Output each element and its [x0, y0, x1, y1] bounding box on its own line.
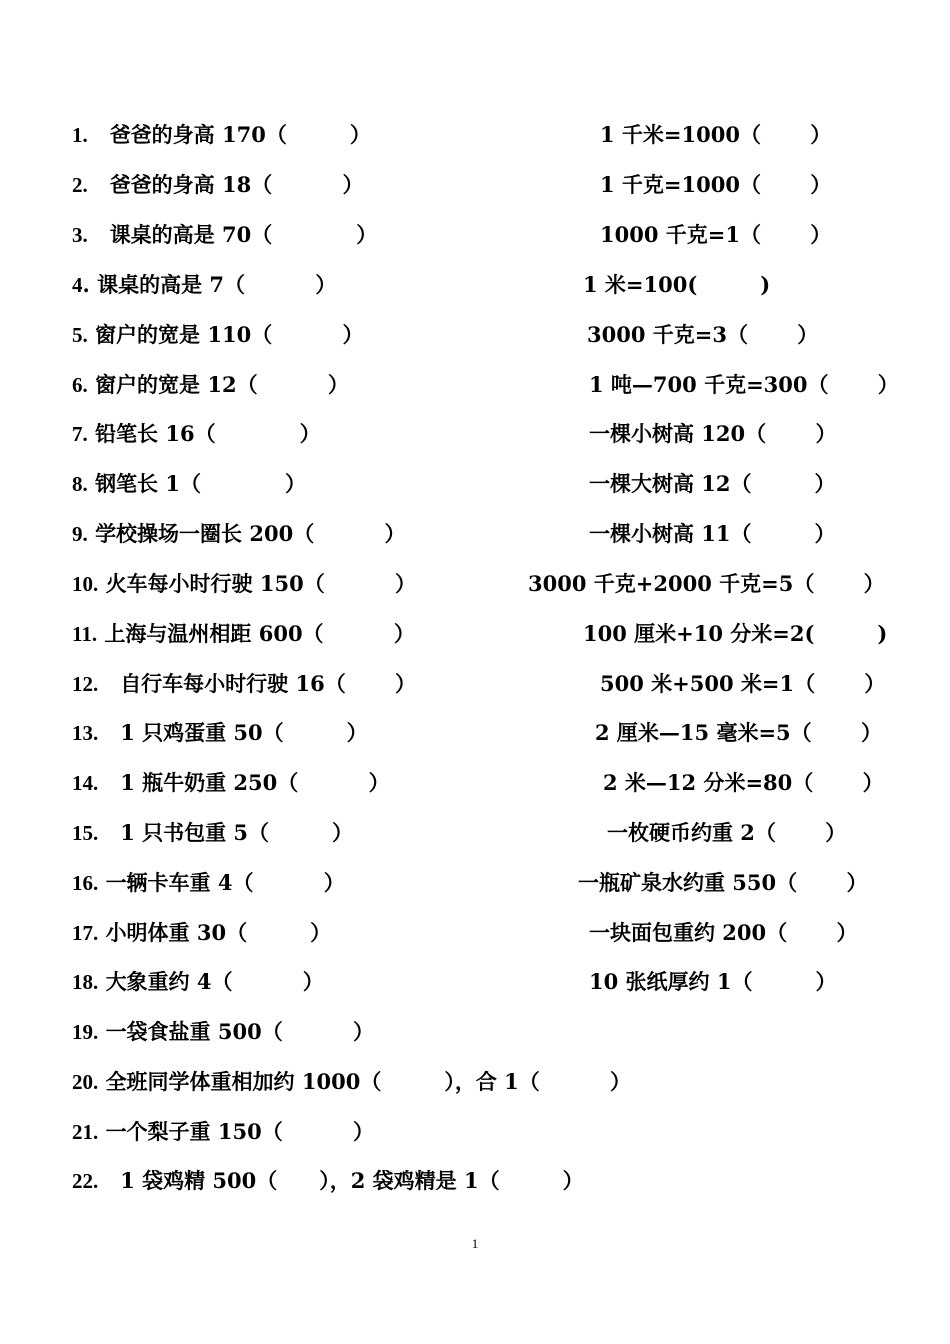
- question-13: 13. 1 只鸡蛋重 50（ ）: [72, 720, 368, 745]
- right-question-4: 1 米=100( ): [583, 272, 771, 297]
- question-3: 3. 课桌的高是 70（ ）: [72, 222, 378, 247]
- right-question-1: 1 千米=1000（ ）: [600, 122, 832, 147]
- question-21: 21. 一个梨子重 150（ ）: [72, 1119, 375, 1144]
- right-question-6: 1 吨—700 千克=300（ ）: [589, 372, 899, 397]
- question-14: 14. 1 瓶牛奶重 250（ ）: [72, 770, 390, 795]
- question-18: 18. 大象重约 4（ ）: [72, 969, 324, 994]
- question-17: 17. 小明体重 30（ ）: [72, 920, 332, 945]
- right-question-14: 2 米—12 分米=80（ ）: [603, 770, 884, 795]
- question-1: 1. 爸爸的身高 170（ ）: [72, 122, 371, 147]
- question-15: 15. 1 只书包重 5（ ）: [72, 820, 354, 845]
- right-question-7: 一棵小树高 120（ ）: [589, 421, 837, 446]
- right-question-2: 1 千克=1000（ ）: [600, 172, 832, 197]
- question-7: 7. 铅笔长 16（ ）: [72, 421, 321, 446]
- question-12: 12. 自行车每小时行驶 16（ ）: [72, 671, 417, 696]
- page-number: 1: [471, 1236, 479, 1251]
- question-11: 11. 上海与温州相距 600（ ）: [72, 621, 415, 646]
- question-4: 4. 课桌的高是 7（ ）: [72, 272, 337, 297]
- right-question-15: 一枚硬币约重 2（ ）: [607, 820, 847, 845]
- right-question-13: 2 厘米—15 毫米=5（ ）: [595, 720, 882, 745]
- question-19: 19. 一袋食盐重 500（ ）: [72, 1019, 375, 1044]
- question-16: 16. 一辆卡车重 4（ ）: [72, 870, 345, 895]
- right-question-11: 100 厘米+10 分米=2( ): [583, 621, 888, 646]
- question-6: 6. 窗户的宽是 12（ ）: [72, 372, 349, 397]
- question-22: 22. 1 袋鸡精 500（ ），2 袋鸡精是 1（ ）: [72, 1168, 584, 1193]
- question-8: 8. 钢笔长 1（ ）: [72, 471, 306, 496]
- right-question-10: 3000 千克+2000 千克=5（ ）: [528, 571, 885, 596]
- question-5: 5. 窗户的宽是 110（ ）: [72, 322, 364, 347]
- right-question-17: 一块面包重约 200（ ）: [589, 920, 858, 945]
- question-2: 2. 爸爸的身高 18（ ）: [72, 172, 364, 197]
- right-question-5: 3000 千克=3（ ）: [587, 322, 819, 347]
- question-20: 20. 全班同学体重相加约 1000（ ），合 1（ ）: [72, 1069, 632, 1094]
- right-question-12: 500 米+500 米=1（ ）: [600, 671, 886, 696]
- question-9: 9. 学校操场一圈长 200（ ）: [72, 521, 406, 546]
- right-question-8: 一棵大树高 12（ ）: [589, 471, 836, 496]
- question-10: 10. 火车每小时行驶 150（ ）: [72, 571, 417, 596]
- right-question-18: 10 张纸厚约 1（ ）: [589, 969, 837, 994]
- right-question-3: 1000 千克=1（ ）: [600, 222, 832, 247]
- right-question-9: 一棵小树高 11（ ）: [589, 521, 836, 546]
- right-question-16: 一瓶矿泉水约重 550（ ）: [578, 870, 868, 895]
